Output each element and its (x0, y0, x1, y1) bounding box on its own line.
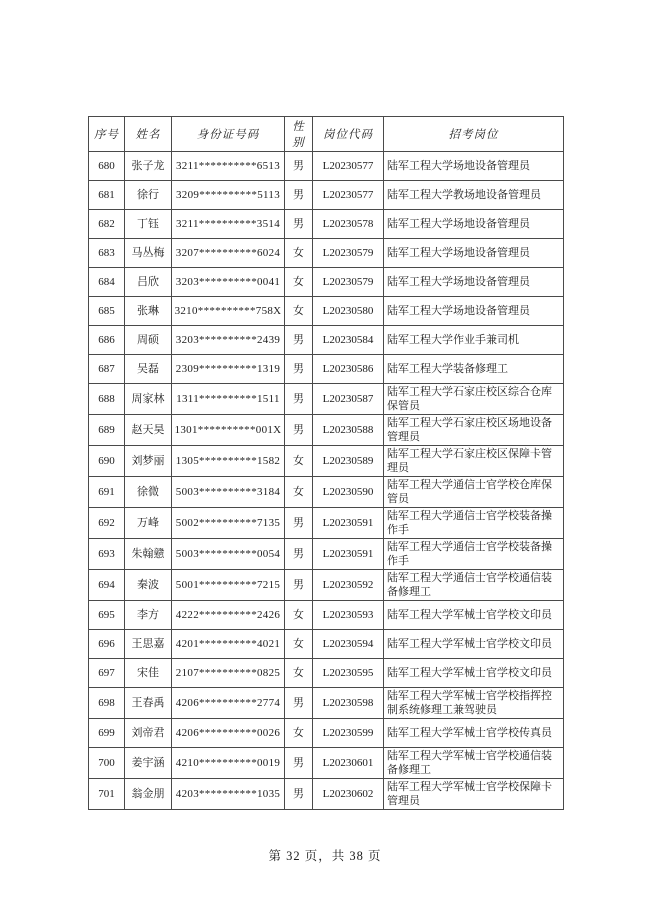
cell-position: 陆军工程大学场地设备管理员 (384, 152, 564, 181)
cell-no: 689 (89, 415, 125, 446)
cell-no: 683 (89, 239, 125, 268)
cell-position: 陆军工程大学军械士官学校文印员 (384, 601, 564, 630)
cell-position: 陆军工程大学教场地设备管理员 (384, 181, 564, 210)
cell-position: 陆军工程大学通信士官学校通信装备修理工 (384, 570, 564, 601)
cell-name: 李方 (125, 601, 172, 630)
cell-id: 5001**********7215 (172, 570, 285, 601)
cell-name: 翁金朋 (125, 779, 172, 810)
cell-code: L20230591 (313, 539, 384, 570)
cell-id: 4206**********0026 (172, 719, 285, 748)
cell-no: 700 (89, 748, 125, 779)
cell-name: 马丛梅 (125, 239, 172, 268)
column-header-gender: 性别 (285, 117, 313, 152)
cell-code: L20230584 (313, 326, 384, 355)
cell-gender: 女 (285, 630, 313, 659)
cell-name: 周家林 (125, 384, 172, 415)
cell-name: 刘梦丽 (125, 446, 172, 477)
cell-code: L20230578 (313, 210, 384, 239)
cell-no: 693 (89, 539, 125, 570)
cell-position: 陆军工程大学军械士官学校传真员 (384, 719, 564, 748)
column-header-id: 身份证号码 (172, 117, 285, 152)
cell-id: 5003**********0054 (172, 539, 285, 570)
cell-id: 2309**********1319 (172, 355, 285, 384)
cell-name: 徐微 (125, 477, 172, 508)
cell-position: 陆军工程大学军械士官学校保障卡管理员 (384, 779, 564, 810)
cell-id: 3209**********5113 (172, 181, 285, 210)
cell-gender: 男 (285, 508, 313, 539)
cell-no: 682 (89, 210, 125, 239)
cell-code: L20230601 (313, 748, 384, 779)
cell-gender: 女 (285, 446, 313, 477)
cell-position: 陆军工程大学通信士官学校装备操作手 (384, 539, 564, 570)
cell-code: L20230577 (313, 152, 384, 181)
cell-gender: 男 (285, 326, 313, 355)
cell-no: 691 (89, 477, 125, 508)
cell-position: 陆军工程大学场地设备管理员 (384, 210, 564, 239)
cell-id: 3211**********3514 (172, 210, 285, 239)
cell-code: L20230577 (313, 181, 384, 210)
cell-name: 丁钰 (125, 210, 172, 239)
cell-name: 宋佳 (125, 659, 172, 688)
cell-name: 姜宇涵 (125, 748, 172, 779)
cell-id: 4203**********1035 (172, 779, 285, 810)
cell-id: 5003**********3184 (172, 477, 285, 508)
table-row (89, 688, 564, 719)
cell-no: 696 (89, 630, 125, 659)
cell-no: 697 (89, 659, 125, 688)
cell-name: 徐行 (125, 181, 172, 210)
cell-position: 陆军工程大学作业手兼司机 (384, 326, 564, 355)
cell-no: 685 (89, 297, 125, 326)
cell-position: 陆军工程大学场地设备管理员 (384, 297, 564, 326)
cell-position: 陆军工程大学军械士官学校文印员 (384, 630, 564, 659)
cell-position: 陆军工程大学军械士官学校通信装备修理工 (384, 748, 564, 779)
table-row (89, 326, 564, 355)
cell-gender: 女 (285, 659, 313, 688)
cell-no: 684 (89, 268, 125, 297)
table-row (89, 268, 564, 297)
cell-code: L20230586 (313, 355, 384, 384)
cell-position: 陆军工程大学石家庄校区场地设备管理员 (384, 415, 564, 446)
cell-gender: 女 (285, 719, 313, 748)
table-row (89, 355, 564, 384)
cell-code: L20230602 (313, 779, 384, 810)
cell-no: 681 (89, 181, 125, 210)
cell-code: L20230591 (313, 508, 384, 539)
cell-name: 王思嘉 (125, 630, 172, 659)
cell-position: 陆军工程大学场地设备管理员 (384, 239, 564, 268)
cell-gender: 男 (285, 355, 313, 384)
cell-gender: 男 (285, 415, 313, 446)
cell-id: 4210**********0019 (172, 748, 285, 779)
cell-position: 陆军工程大学军械士官学校指挥控制系统修理工兼驾驶员 (384, 688, 564, 719)
table-body (89, 152, 564, 810)
cell-code: L20230580 (313, 297, 384, 326)
cell-gender: 男 (285, 384, 313, 415)
cell-id: 1311**********1511 (172, 384, 285, 415)
cell-name: 万峰 (125, 508, 172, 539)
table-row (89, 477, 564, 508)
table-row (89, 415, 564, 446)
cell-no: 687 (89, 355, 125, 384)
recruitment-roster-table (88, 116, 564, 810)
table-row (89, 508, 564, 539)
cell-gender: 男 (285, 152, 313, 181)
cell-id: 5002**********7135 (172, 508, 285, 539)
cell-code: L20230592 (313, 570, 384, 601)
cell-position: 陆军工程大学装备修理工 (384, 355, 564, 384)
table-row (89, 601, 564, 630)
table-header-row (89, 117, 564, 152)
cell-id: 1305**********1582 (172, 446, 285, 477)
cell-no: 692 (89, 508, 125, 539)
cell-id: 3210**********758X (172, 297, 285, 326)
cell-code: L20230587 (313, 384, 384, 415)
cell-code: L20230593 (313, 601, 384, 630)
cell-code: L20230595 (313, 659, 384, 688)
cell-no: 699 (89, 719, 125, 748)
cell-position: 陆军工程大学通信士官学校仓库保管员 (384, 477, 564, 508)
cell-gender: 男 (285, 748, 313, 779)
table-row (89, 239, 564, 268)
cell-code: L20230579 (313, 239, 384, 268)
cell-name: 吕欣 (125, 268, 172, 297)
cell-name: 赵天昊 (125, 415, 172, 446)
cell-id: 3203**********0041 (172, 268, 285, 297)
cell-id: 3203**********2439 (172, 326, 285, 355)
cell-code: L20230594 (313, 630, 384, 659)
column-header-no: 序号 (89, 117, 125, 152)
cell-gender: 女 (285, 297, 313, 326)
cell-name: 吴磊 (125, 355, 172, 384)
table-row (89, 779, 564, 810)
cell-no: 695 (89, 601, 125, 630)
cell-code: L20230590 (313, 477, 384, 508)
cell-name: 秦波 (125, 570, 172, 601)
table-row (89, 446, 564, 477)
cell-code: L20230588 (313, 415, 384, 446)
cell-no: 690 (89, 446, 125, 477)
table-row (89, 152, 564, 181)
column-header-code: 岗位代码 (313, 117, 384, 152)
table-row (89, 384, 564, 415)
cell-position: 陆军工程大学场地设备管理员 (384, 268, 564, 297)
table-row (89, 719, 564, 748)
cell-gender: 女 (285, 239, 313, 268)
page-number-footer: 第 32 页，共 38 页 (268, 849, 382, 863)
cell-code: L20230598 (313, 688, 384, 719)
cell-id: 3207**********6024 (172, 239, 285, 268)
table-row (89, 539, 564, 570)
cell-position: 陆军工程大学通信士官学校装备操作手 (384, 508, 564, 539)
cell-position: 陆军工程大学军械士官学校文印员 (384, 659, 564, 688)
cell-gender: 男 (285, 779, 313, 810)
cell-position: 陆军工程大学石家庄校区综合仓库保管员 (384, 384, 564, 415)
cell-code: L20230599 (313, 719, 384, 748)
table-row (89, 297, 564, 326)
table-row (89, 748, 564, 779)
column-header-name: 姓名 (125, 117, 172, 152)
cell-gender: 男 (285, 210, 313, 239)
table-row (89, 570, 564, 601)
cell-gender: 男 (285, 181, 313, 210)
cell-gender: 女 (285, 477, 313, 508)
cell-no: 698 (89, 688, 125, 719)
table-row (89, 630, 564, 659)
cell-name: 张琳 (125, 297, 172, 326)
cell-id: 2107**********0825 (172, 659, 285, 688)
cell-gender: 男 (285, 570, 313, 601)
cell-name: 朱翰戆 (125, 539, 172, 570)
cell-code: L20230579 (313, 268, 384, 297)
cell-gender: 女 (285, 601, 313, 630)
cell-name: 周硕 (125, 326, 172, 355)
cell-id: 4206**********2774 (172, 688, 285, 719)
cell-name: 王春禹 (125, 688, 172, 719)
cell-id: 4222**********2426 (172, 601, 285, 630)
cell-id: 4201**********4021 (172, 630, 285, 659)
cell-code: L20230589 (313, 446, 384, 477)
table-row (89, 181, 564, 210)
cell-name: 刘帝君 (125, 719, 172, 748)
cell-no: 680 (89, 152, 125, 181)
cell-gender: 男 (285, 688, 313, 719)
table-row (89, 210, 564, 239)
cell-no: 686 (89, 326, 125, 355)
cell-no: 701 (89, 779, 125, 810)
cell-gender: 男 (285, 539, 313, 570)
cell-id: 1301**********001X (172, 415, 285, 446)
cell-no: 694 (89, 570, 125, 601)
cell-name: 张子龙 (125, 152, 172, 181)
cell-position: 陆军工程大学石家庄校区保障卡管理员 (384, 446, 564, 477)
cell-no: 688 (89, 384, 125, 415)
cell-id: 3211**********6513 (172, 152, 285, 181)
table-row (89, 659, 564, 688)
cell-gender: 女 (285, 268, 313, 297)
column-header-position: 招考岗位 (384, 117, 564, 152)
